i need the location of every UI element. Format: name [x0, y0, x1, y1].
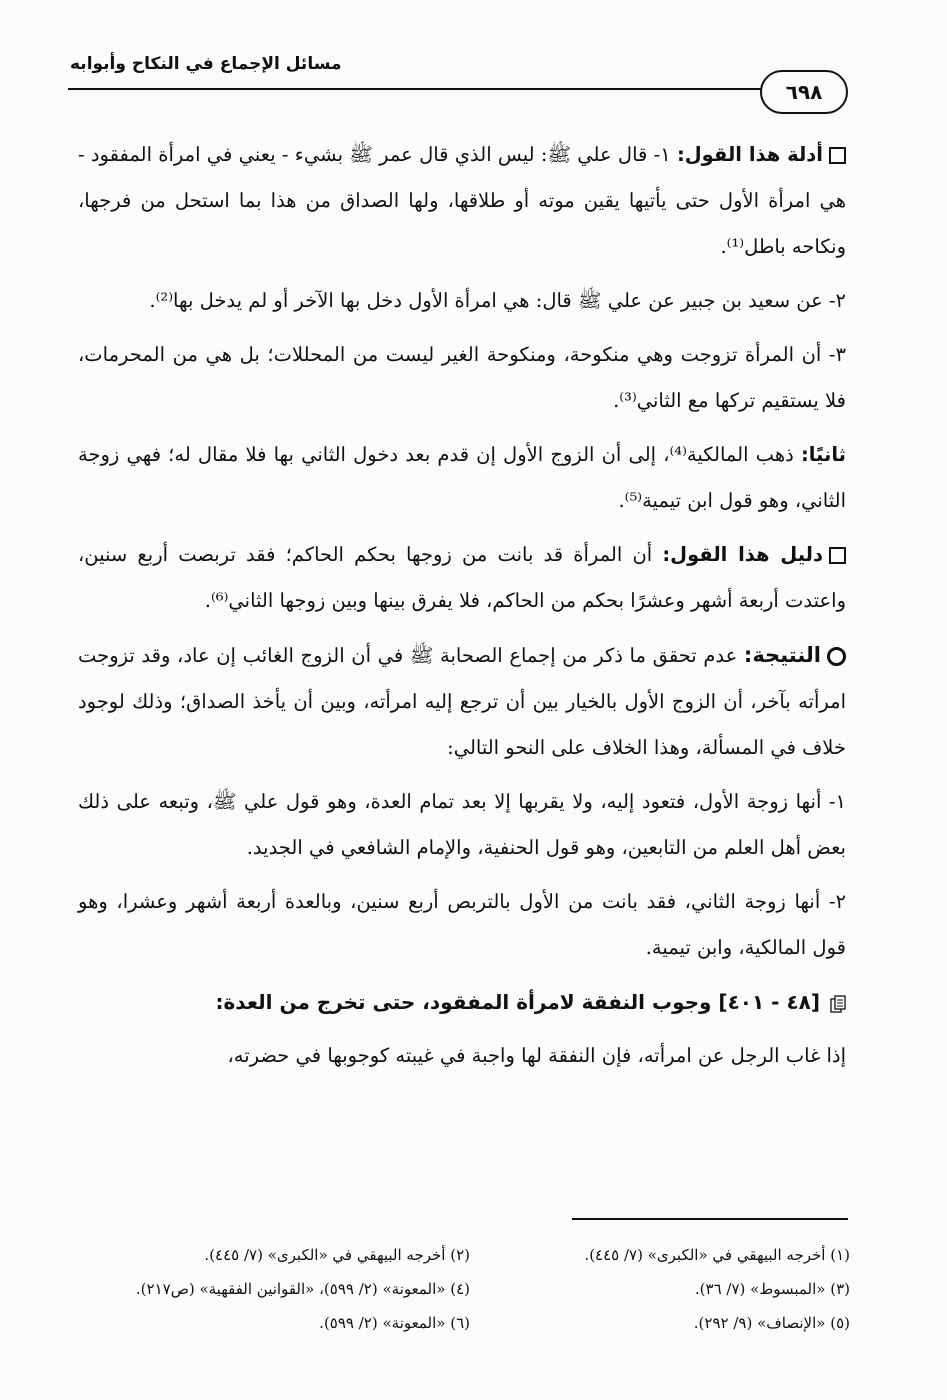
page-number: ٦٩٨: [760, 70, 848, 114]
paragraph-result-1: [78, 779, 846, 871]
paragraph-text: ٢- عن سعيد بن جبير عن علي ﷺ قال: هي امرأة الأول دخل بها الآخر أو لم يدخل بها⁽²⁾.: [149, 289, 846, 312]
paragraph-text: ١- قال علي ﷺ: ليس الذي قال عمر ﷺ بشيء - يعني في امرأة المفقود - هي امرأة الأول حتى يأتيها يقين موته أو طلاقها، ولها الصداق من هذا بما استحل من فرجها، ونكاحه باطل⁽¹⁾.: [78, 143, 846, 258]
footnote-row: [150, 1238, 850, 1272]
paragraph-result-2: [78, 879, 846, 971]
paragraph-text: عدم تحقق ما ذكر من إجماع الصحابة ﷺ في أن الزوج الغائب إن عاد، وقد تزوجت امرأته بآخر، أن الزوج الأول بالخيار بين أن ترجع إليه امرأته، وبين أن يأخذ الصداق؛ وذلك لوجود خلاف في المسألة، وهذا الخلاف على النحو التالي:: [78, 644, 846, 759]
paragraph-text: ١- أنها زوجة الأول، فتعود إليه، ولا يقربها إلا بعد تمام العدة، وهو قول علي ﷺ، وتبعه على ذلك بعض أهل العلم من التابعين، وهو قول الحنفية، والإمام الشافعي في الجديد.: [78, 790, 846, 859]
header-rule: [68, 88, 768, 90]
section-heading: [78, 979, 846, 1025]
footnote-1: (١) أخرجه البيهقي في «الكبرى» (٧/ ٤٤٥).: [584, 1246, 850, 1264]
footnote-row: [150, 1306, 850, 1340]
paragraph-evidence-second: [78, 532, 846, 624]
footnote-5: (٥) «الإنصاف» (٩/ ٢٩٢).: [693, 1314, 850, 1332]
paragraph-second-opinion: [78, 432, 846, 524]
paragraph-text: ذهب المالكية⁽⁴⁾، إلى أن الزوج الأول إن قدم بعد دخول الثاني بها فلا مقال له؛ فهي زوجة الثاني، وهو قول ابن تيمية⁽⁵⁾.: [78, 443, 846, 512]
square-bullet-icon: [829, 547, 846, 564]
label-second: ثانيًا:: [800, 443, 846, 466]
running-title: مسائل الإجماع في النكاح وأبوابه: [70, 54, 342, 74]
paragraph-maintenance: [78, 1033, 846, 1079]
paragraph-text: أن المرأة قد بانت من زوجها بحكم الحاكم؛ فقد تربصت أربع سنين، واعتدت أربعة أشهر وعشرًا بحكم من الحاكم، فلا يفرق بينها وبين زوجها الثاني⁽⁶⁾.: [78, 543, 846, 612]
footnote-4: (٤) «المعونة» (٢/ ٥٩٩)، «القوانين الفقهية» (ص٢١٧).: [135, 1280, 470, 1298]
footnote-row: [135, 1272, 850, 1306]
paragraph-text: ٣- أن المرأة تزوجت وهي منكوحة، ومنكوحة الغير ليست من المحللات؛ بل هي من المحرمات، فلا يستقيم تركها مع الثاني⁽³⁾.: [78, 343, 846, 412]
paragraph-text: إذا غاب الرجل عن امرأته، فإن النفقة لها واجبة في غيبته كوجوبها في حضرته،: [227, 1044, 846, 1067]
circle-bullet-icon: [827, 647, 846, 666]
label-evidence: أدلة هذا القول:: [676, 143, 823, 166]
label-evidence-second: دليل هذا القول:: [662, 543, 824, 566]
pages-icon: [830, 995, 846, 1013]
footnote-6: (٦) «المعونة» (٢/ ٥٩٩).: [319, 1314, 470, 1332]
footnote-2: (٢) أخرجه البيهقي في «الكبرى» (٧/ ٤٤٥).: [204, 1246, 470, 1264]
paragraph-result: [78, 632, 846, 771]
main-text: [78, 132, 846, 1087]
paragraph-text: ٢- أنها زوجة الثاني، فقد بانت من الأول بالتربص أربع سنين، وبالعدة أربعة أشهر وعشرا، وهو قول المالكية، وابن تيمية.: [78, 890, 846, 959]
footnotes: [135, 1238, 850, 1340]
footnote-rule: [572, 1218, 848, 1220]
paragraph-evidence-3: [78, 332, 846, 424]
square-bullet-icon: [829, 147, 846, 164]
paragraph-evidence-2: [78, 278, 846, 324]
label-result: النتيجة:: [743, 643, 821, 667]
heading-text: [٤٨ - ٤٠١] وجوب النفقة لامرأة المفقود، حتى تخرج من العدة:: [215, 990, 820, 1014]
footnote-3: (٣) «المبسوط» (٧/ ٣٦).: [694, 1280, 850, 1298]
paragraph-evidence-1: [78, 132, 846, 270]
